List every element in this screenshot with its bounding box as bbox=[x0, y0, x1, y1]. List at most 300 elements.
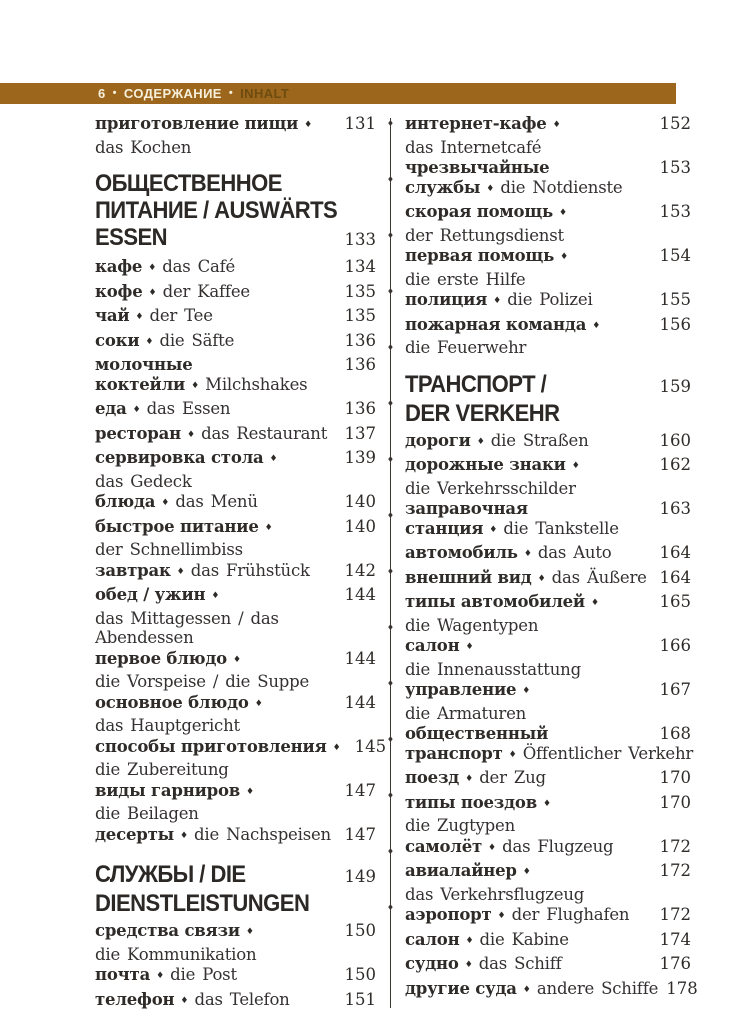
toc-line bbox=[95, 781, 376, 805]
toc-line bbox=[95, 282, 376, 306]
page-number: 167 bbox=[659, 680, 691, 699]
term-russian: чрезвычайные bbox=[405, 158, 550, 177]
header-page-number: 6 bbox=[98, 86, 106, 101]
toc-line bbox=[405, 178, 691, 202]
term-german: die Vorspeise / die Suppe bbox=[95, 672, 310, 691]
term-german: die Polizei bbox=[507, 290, 593, 309]
term-russian: почта bbox=[95, 965, 151, 984]
toc-line bbox=[405, 837, 691, 861]
section-title: ОБЩЕСТВЕННОЕ bbox=[95, 170, 282, 197]
toc-entry bbox=[405, 978, 698, 1003]
term-german: der Zug bbox=[479, 768, 546, 787]
diamond-separator-icon: ♦ bbox=[522, 984, 531, 995]
page-number: 155 bbox=[659, 290, 691, 309]
term-german: die Wagentypen bbox=[405, 615, 539, 635]
toc-line bbox=[405, 978, 698, 1003]
divider-diamond-icon: ♦ bbox=[386, 287, 395, 296]
toc-entry bbox=[95, 257, 376, 281]
toc-line bbox=[95, 716, 376, 736]
toc-line bbox=[95, 448, 376, 472]
toc-line bbox=[405, 885, 691, 905]
term-german: die Säfte bbox=[159, 330, 235, 350]
diamond-separator-icon: ♦ bbox=[522, 867, 531, 877]
page-number: 156 bbox=[659, 314, 691, 334]
term-german: die Feuerwehr bbox=[405, 338, 527, 357]
page-number: 137 bbox=[344, 423, 376, 443]
term-german: die Notdienste bbox=[500, 177, 623, 197]
term-german: die Zubereitung bbox=[95, 760, 229, 779]
page-number: 153 bbox=[659, 158, 691, 177]
diamond-separator-icon: ♦ bbox=[180, 995, 189, 1006]
diamond-separator-icon: ♦ bbox=[304, 120, 313, 130]
term-german: das Essen bbox=[146, 399, 231, 418]
toc-line bbox=[405, 114, 691, 138]
toc-entry bbox=[95, 448, 376, 491]
page-number: 147 bbox=[344, 780, 376, 800]
toc-line bbox=[405, 158, 691, 178]
diamond-separator-icon: ♦ bbox=[269, 454, 278, 464]
toc-entry bbox=[405, 202, 691, 245]
toc-entry bbox=[95, 990, 376, 1014]
term-german: der Flughafen bbox=[511, 905, 630, 924]
toc-line bbox=[95, 224, 376, 253]
term-russian: внешний вид bbox=[405, 567, 532, 587]
page-number: 151 bbox=[344, 989, 376, 1009]
diamond-separator-icon: ♦ bbox=[571, 461, 580, 471]
toc-line bbox=[95, 609, 376, 629]
term-german: das Gedeck bbox=[95, 471, 192, 491]
term-russian: телефон bbox=[95, 989, 175, 1009]
page-number: 144 bbox=[344, 692, 376, 712]
toc-entry bbox=[405, 861, 691, 904]
diamond-separator-icon: ♦ bbox=[233, 654, 242, 665]
term-russian: приготовление пищи bbox=[95, 114, 299, 133]
term-russian: первая помощь bbox=[405, 246, 555, 265]
term-russian: другие суда bbox=[405, 978, 517, 998]
toc-entry bbox=[405, 246, 691, 289]
term-german: das Frühstück bbox=[190, 560, 310, 580]
toc-line bbox=[405, 479, 691, 499]
term-russian: блюда bbox=[95, 492, 156, 511]
toc-entry bbox=[95, 736, 387, 780]
term-german: das Menü bbox=[175, 492, 258, 511]
diamond-separator-icon: ♦ bbox=[132, 405, 141, 415]
toc-line bbox=[95, 890, 376, 917]
toc-line bbox=[95, 331, 376, 355]
divider-diamond-icon: ♦ bbox=[386, 399, 395, 408]
toc-entry bbox=[405, 543, 691, 567]
page-number: 170 bbox=[659, 768, 691, 787]
term-german: die Kommunikation bbox=[95, 944, 257, 964]
diamond-separator-icon: ♦ bbox=[179, 830, 189, 841]
term-russian: коктейли bbox=[95, 374, 186, 394]
page-number: 134 bbox=[344, 257, 376, 276]
page-number: 135 bbox=[344, 281, 376, 301]
page-number: 144 bbox=[344, 585, 376, 604]
toc-entry bbox=[405, 724, 694, 767]
page-number: 165 bbox=[659, 592, 691, 611]
toc-line bbox=[405, 724, 691, 744]
diamond-separator-icon: ♦ bbox=[592, 320, 601, 331]
diamond-separator-icon: ♦ bbox=[488, 842, 497, 853]
term-german: der Kaffee bbox=[162, 281, 250, 301]
page-number: 178 bbox=[666, 978, 698, 998]
term-german: die Verkehrsschilder bbox=[405, 478, 576, 498]
term-german: der Tee bbox=[149, 306, 213, 325]
toc-entry bbox=[405, 158, 691, 201]
toc-content bbox=[95, 114, 698, 1014]
toc-entry bbox=[95, 825, 376, 849]
term-german: der Schnellimbiss bbox=[95, 540, 243, 559]
term-german: das Restaurant bbox=[201, 423, 328, 443]
toc-line bbox=[405, 519, 691, 543]
toc-entry bbox=[95, 649, 376, 692]
toc-section-heading bbox=[95, 861, 376, 917]
column-divider bbox=[376, 114, 405, 1014]
toc-line bbox=[405, 793, 691, 817]
term-german: die Kabine bbox=[479, 929, 569, 949]
toc-entry bbox=[95, 693, 376, 736]
term-russian: завтрак bbox=[95, 560, 171, 580]
term-german: die Straßen bbox=[490, 430, 589, 450]
page-number: 159 bbox=[659, 376, 691, 396]
diamond-separator-icon: ♦ bbox=[559, 208, 568, 218]
term-russian: десерты bbox=[95, 824, 174, 844]
header-bullet-icon: • bbox=[112, 86, 117, 99]
toc-line bbox=[95, 197, 376, 224]
toc-entry bbox=[405, 592, 691, 635]
toc-line bbox=[405, 371, 691, 400]
term-russian: интернет-кафе bbox=[405, 114, 547, 133]
toc-line bbox=[95, 424, 376, 448]
term-russian: виды гарниров bbox=[95, 780, 241, 800]
toc-entry bbox=[95, 781, 376, 824]
term-german: das Auto bbox=[537, 543, 612, 562]
toc-line bbox=[405, 338, 691, 358]
header-title-russian: СОДЕРЖАНИЕ bbox=[123, 86, 222, 101]
toc-entry bbox=[405, 315, 691, 358]
toc-line bbox=[95, 693, 376, 717]
term-russian: скорая помощь bbox=[405, 202, 554, 221]
diamond-separator-icon: ♦ bbox=[476, 436, 485, 447]
diamond-separator-icon: ♦ bbox=[191, 380, 200, 391]
toc-entry bbox=[405, 768, 691, 792]
toc-line bbox=[95, 540, 376, 560]
term-russian: авиалайнер bbox=[405, 861, 517, 880]
term-german: Milchshakes bbox=[205, 374, 308, 394]
term-russian: первое блюдо bbox=[95, 648, 227, 668]
diamond-separator-icon: ♦ bbox=[560, 252, 569, 262]
diamond-separator-icon: ♦ bbox=[254, 698, 263, 709]
term-german: das Internetcafé bbox=[405, 137, 542, 157]
section-title: ТРАНСПОРТ / bbox=[405, 370, 547, 398]
toc-entry bbox=[95, 585, 376, 648]
term-german: das Hauptgericht bbox=[95, 716, 240, 735]
toc-line bbox=[95, 736, 387, 761]
diamond-separator-icon: ♦ bbox=[465, 774, 474, 784]
term-german: die Armaturen bbox=[405, 703, 527, 723]
toc-entry bbox=[405, 680, 691, 723]
divider-diamond-icon: ♦ bbox=[386, 903, 395, 912]
toc-entry bbox=[95, 965, 376, 989]
term-german: die Nachspeisen bbox=[194, 824, 331, 844]
toc-entry bbox=[405, 954, 691, 978]
toc-line bbox=[405, 202, 691, 226]
term-russian: способы приготовления bbox=[95, 736, 327, 756]
term-russian: салон bbox=[405, 636, 460, 655]
term-german: das Schiff bbox=[478, 954, 562, 973]
diamond-separator-icon: ♦ bbox=[148, 287, 157, 298]
toc-line bbox=[405, 954, 691, 978]
toc-entry bbox=[405, 455, 691, 498]
toc-line bbox=[95, 804, 376, 824]
toc-entry bbox=[95, 306, 376, 330]
toc-line bbox=[405, 543, 691, 567]
page-number: 163 bbox=[659, 499, 691, 518]
toc-entry bbox=[95, 331, 376, 355]
toc-line bbox=[95, 965, 376, 989]
toc-section-heading bbox=[95, 170, 376, 253]
page-number: 142 bbox=[344, 560, 376, 580]
term-german: das Verkehrsflugzeug bbox=[405, 884, 585, 904]
term-german: das Mittagessen / das bbox=[95, 608, 279, 628]
toc-line bbox=[405, 905, 691, 929]
term-russian: службы bbox=[405, 177, 481, 197]
toc-entry bbox=[405, 114, 691, 157]
page-number: 144 bbox=[344, 648, 376, 668]
toc-line bbox=[405, 743, 694, 768]
toc-entry bbox=[95, 424, 376, 448]
toc-line bbox=[405, 455, 691, 479]
toc-line bbox=[405, 768, 691, 792]
toc-entry bbox=[95, 114, 376, 157]
term-russian: кофе bbox=[95, 281, 143, 301]
term-german: der Rettungsdienst bbox=[405, 225, 564, 245]
page-number: 152 bbox=[659, 114, 691, 133]
diamond-separator-icon: ♦ bbox=[176, 566, 185, 577]
term-german: die erste Hilfe bbox=[405, 269, 526, 289]
page-number: 160 bbox=[659, 430, 691, 450]
toc-line bbox=[405, 400, 691, 427]
divider-line bbox=[390, 118, 391, 1008]
toc-line bbox=[95, 628, 376, 648]
page-number: 133 bbox=[344, 230, 376, 249]
page-number: 135 bbox=[344, 306, 376, 325]
page-number: 164 bbox=[659, 567, 691, 587]
page-number: 174 bbox=[659, 929, 691, 949]
page-number: 166 bbox=[659, 636, 691, 655]
toc-line bbox=[95, 585, 376, 609]
page-number: 139 bbox=[344, 448, 376, 467]
term-german: das Flugzeug bbox=[502, 836, 614, 856]
term-russian: еда bbox=[95, 399, 127, 418]
section-title: СЛУЖБЫ / DIE bbox=[95, 861, 246, 888]
page-number: 153 bbox=[659, 202, 691, 221]
diamond-separator-icon: ♦ bbox=[493, 296, 502, 306]
toc-line bbox=[95, 517, 376, 541]
term-german: die Innenausstattung bbox=[405, 659, 581, 679]
toc-column-right bbox=[405, 114, 698, 1014]
page-number: 147 bbox=[344, 824, 376, 844]
section-title: DER VERKEHR bbox=[405, 399, 560, 427]
term-russian: ресторан bbox=[95, 423, 182, 443]
term-german: die Post bbox=[170, 965, 237, 984]
divider-diamond-icon: ♦ bbox=[386, 847, 395, 856]
diamond-separator-icon: ♦ bbox=[148, 263, 157, 273]
divider-diamond-icon: ♦ bbox=[386, 343, 395, 352]
toc-line bbox=[95, 138, 376, 158]
page-number: 172 bbox=[659, 836, 691, 856]
divider-diamond-icon: ♦ bbox=[386, 119, 395, 128]
term-russian: станция bbox=[405, 518, 484, 538]
toc-line bbox=[95, 114, 376, 138]
diamond-separator-icon: ♦ bbox=[543, 798, 552, 809]
page-number: 172 bbox=[659, 905, 691, 924]
page-number: 176 bbox=[659, 954, 691, 973]
toc-line bbox=[405, 499, 691, 519]
page-number: 150 bbox=[344, 921, 376, 940]
toc-line bbox=[95, 472, 376, 492]
divider-diamond-icon: ♦ bbox=[386, 735, 395, 744]
term-russian: чай bbox=[95, 306, 130, 325]
toc-entry bbox=[95, 921, 376, 964]
term-german: die Beilagen bbox=[95, 804, 199, 823]
toc-entry bbox=[405, 499, 691, 542]
toc-line bbox=[405, 246, 691, 270]
toc-entry bbox=[95, 492, 376, 516]
toc-line bbox=[95, 825, 376, 849]
term-russian: самолёт bbox=[405, 836, 483, 856]
divider-diamond-icon: ♦ bbox=[386, 791, 395, 800]
toc-line bbox=[405, 660, 691, 680]
toc-line bbox=[405, 816, 691, 836]
page-number: 172 bbox=[659, 861, 691, 880]
toc-entry bbox=[95, 561, 376, 585]
term-german: die Zugtypen bbox=[405, 816, 516, 835]
header-bar bbox=[0, 83, 676, 104]
toc-line bbox=[405, 592, 691, 616]
toc-line bbox=[95, 760, 376, 780]
diamond-separator-icon: ♦ bbox=[156, 971, 165, 981]
term-russian: транспорт bbox=[405, 743, 503, 763]
toc-line bbox=[95, 355, 376, 375]
page-number: 149 bbox=[344, 867, 376, 886]
header-bullet-icon: • bbox=[228, 86, 234, 99]
toc-line bbox=[95, 492, 376, 516]
header-title-german: INHALT bbox=[240, 86, 290, 101]
toc-entry bbox=[405, 568, 691, 592]
toc-entry bbox=[95, 355, 376, 398]
diamond-separator-icon: ♦ bbox=[187, 429, 196, 440]
term-russian: кафе bbox=[95, 257, 143, 276]
toc-line bbox=[95, 399, 376, 423]
toc-line bbox=[95, 257, 376, 281]
toc-line bbox=[405, 270, 691, 290]
section-title: ПИТАНИЕ / AUSWÄRTS bbox=[95, 197, 338, 224]
diamond-separator-icon: ♦ bbox=[465, 935, 474, 946]
divider-diamond-icon: ♦ bbox=[386, 231, 395, 240]
term-russian: быстрое питание bbox=[95, 516, 259, 536]
toc-entry bbox=[95, 282, 376, 306]
toc-section-heading bbox=[405, 371, 691, 427]
term-russian: дороги bbox=[405, 430, 471, 450]
page-number: 140 bbox=[344, 516, 376, 536]
diamond-separator-icon: ♦ bbox=[497, 911, 506, 921]
divider-diamond-icon: ♦ bbox=[386, 511, 395, 520]
toc-entry bbox=[405, 290, 691, 314]
page-number: 136 bbox=[344, 330, 376, 350]
page-number: 150 bbox=[344, 965, 376, 984]
diamond-separator-icon: ♦ bbox=[590, 598, 600, 608]
diamond-separator-icon: ♦ bbox=[523, 549, 532, 559]
toc-entry bbox=[95, 399, 376, 423]
diamond-separator-icon: ♦ bbox=[264, 522, 273, 533]
diamond-separator-icon: ♦ bbox=[522, 686, 531, 696]
section-title: ESSEN bbox=[95, 224, 168, 251]
page-number: 168 bbox=[659, 724, 691, 743]
toc-line bbox=[405, 138, 691, 158]
toc-entry bbox=[405, 837, 691, 861]
divider-diamond-icon: ♦ bbox=[386, 175, 395, 184]
toc-entry bbox=[405, 905, 691, 929]
toc-line bbox=[405, 636, 691, 660]
diamond-separator-icon: ♦ bbox=[135, 312, 144, 322]
toc-line bbox=[405, 616, 691, 636]
toc-line bbox=[95, 375, 376, 399]
toc-line bbox=[405, 431, 691, 455]
term-german: Abendessen bbox=[95, 628, 194, 647]
page-number: 131 bbox=[344, 114, 376, 133]
toc-line bbox=[95, 306, 376, 330]
toc-line bbox=[95, 861, 376, 890]
term-russian: соки bbox=[95, 330, 140, 350]
diamond-separator-icon: ♦ bbox=[211, 591, 220, 601]
term-german: das Café bbox=[162, 257, 236, 276]
diamond-separator-icon: ♦ bbox=[537, 573, 546, 584]
diamond-separator-icon: ♦ bbox=[332, 742, 341, 753]
toc-entry bbox=[405, 930, 691, 954]
term-russian: заправочная bbox=[405, 499, 528, 518]
term-russian: обед / ужин bbox=[95, 585, 206, 604]
toc-line bbox=[405, 226, 691, 246]
term-russian: типы поездов bbox=[405, 792, 538, 812]
term-german: Öffentlicher Verkehr bbox=[522, 743, 694, 763]
term-russian: автомобиль bbox=[405, 543, 518, 562]
toc-entry bbox=[405, 793, 691, 836]
toc-line bbox=[405, 315, 691, 339]
term-russian: салон bbox=[405, 929, 460, 949]
toc-line bbox=[95, 990, 376, 1014]
divider-diamond-icon: ♦ bbox=[386, 623, 395, 632]
diamond-separator-icon: ♦ bbox=[486, 183, 495, 194]
toc-column-left bbox=[95, 114, 387, 1014]
toc-line bbox=[405, 680, 691, 704]
diamond-separator-icon: ♦ bbox=[489, 524, 498, 535]
term-german: andere Schiffe bbox=[536, 978, 659, 998]
term-russian: полиция bbox=[405, 290, 488, 309]
toc-line bbox=[95, 170, 376, 197]
diamond-separator-icon: ♦ bbox=[246, 786, 255, 797]
diamond-separator-icon: ♦ bbox=[464, 960, 473, 970]
term-russian: основное блюдо bbox=[95, 692, 249, 712]
page-number: 164 bbox=[659, 543, 691, 562]
term-german: das Kochen bbox=[95, 137, 192, 157]
toc-line bbox=[405, 861, 691, 885]
page-number: 136 bbox=[344, 355, 376, 374]
term-russian: поезд bbox=[405, 768, 460, 787]
term-russian: пожарная команда bbox=[405, 314, 587, 334]
term-russian: управление bbox=[405, 680, 517, 699]
